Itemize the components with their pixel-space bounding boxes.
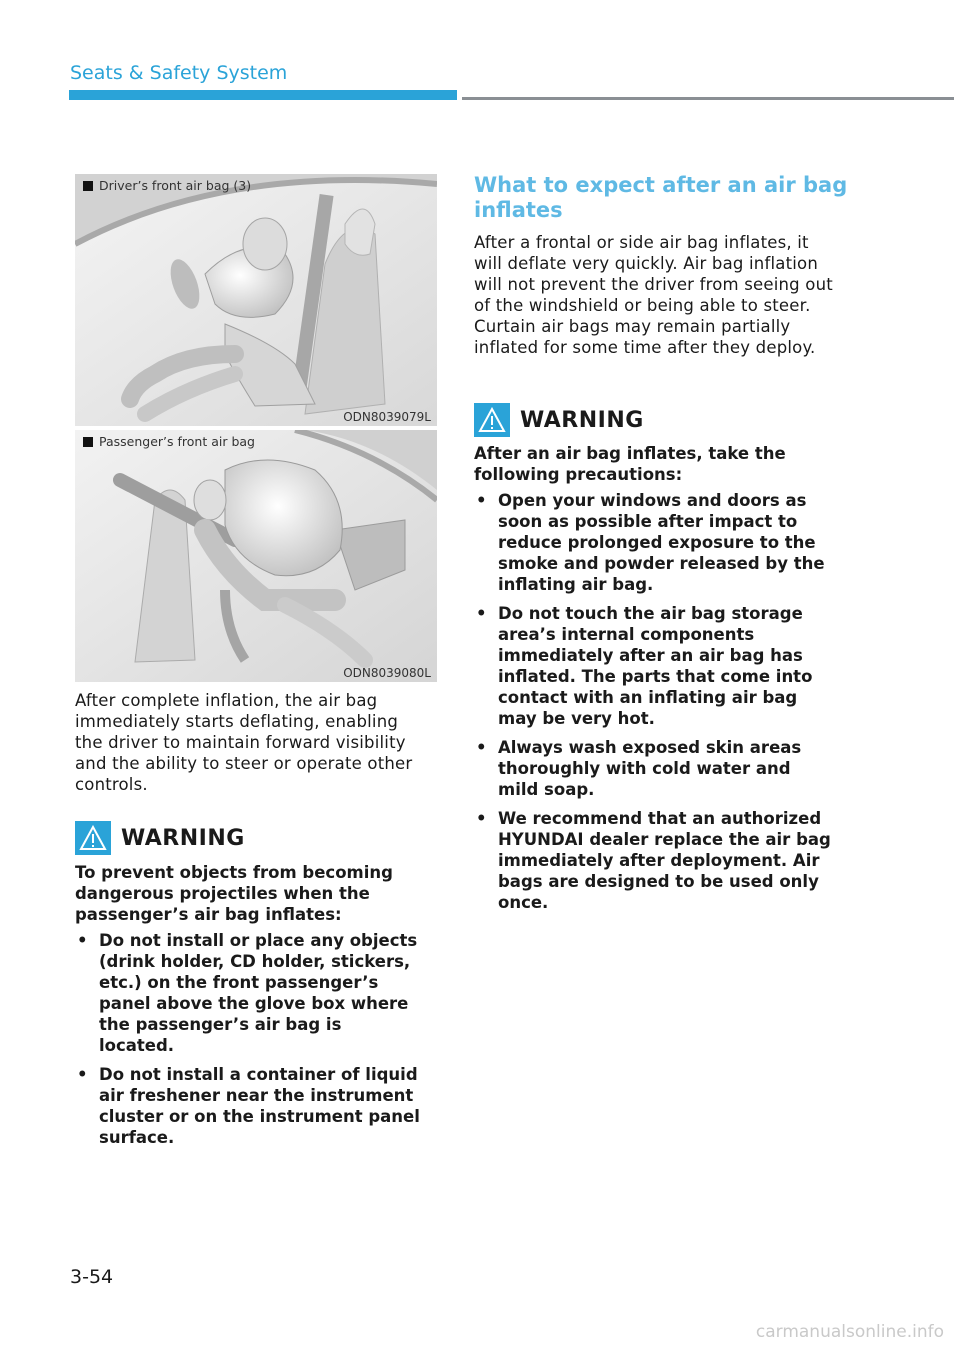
header-accent-bar: [69, 90, 457, 100]
warning-title: WARNING: [520, 407, 644, 433]
watermark: carmanualsonline.info: [755, 1322, 944, 1342]
list-item: • Do not install or place any objects (drink holder, CD holder, stickers, etc.) on the front passenger’s panel above the glove box where the passenger’s air bag is located.: [75, 930, 420, 1056]
left-warning-header: [75, 821, 245, 855]
driver-airbag-figure: [75, 174, 437, 426]
figure-caption: [83, 434, 255, 449]
list-item: • We recommend that an authorized HYUNDAI dealer replace the air bag immediately after deployment. Air bags are designed to be used only once.: [474, 808, 834, 913]
list-item: • Do not touch the air bag storage area’s internal components immediately after an air bag has inflated. The parts that come into contact with an inflating air bag may be very hot.: [474, 603, 834, 729]
warning-title: WARNING: [121, 825, 245, 851]
warning-triangle-icon: [75, 821, 111, 855]
deflation-paragraph: After complete inflation, the air bag immediately starts deflating, enabling the driver to maintain forward visibility and the ability to steer or operate other controls.: [75, 691, 413, 794]
driver-airbag-illustration: [75, 174, 437, 426]
square-bullet-icon: [83, 437, 93, 447]
figure-caption-text: Driver’s front air bag (3): [99, 178, 252, 193]
list-item: • Always wash exposed skin areas thoroughly with cold water and mild soap.: [474, 737, 834, 800]
header-rule: [462, 97, 954, 100]
square-bullet-icon: [83, 181, 93, 191]
figure-code: ODN8039079L: [343, 410, 431, 424]
right-warning-list: [474, 490, 834, 921]
right-warning-header: [474, 403, 644, 437]
section-heading: What to expect after an air bag inflates: [474, 173, 848, 222]
list-item: • Open your windows and doors as soon as possible after impact to reduce prolonged exposure to the smoke and powder released by the inflating air bag.: [474, 490, 834, 595]
list-item: • Do not install a container of liquid air freshener near the instrument cluster or on the instrument panel surface.: [75, 1064, 420, 1148]
warning-triangle-icon: [474, 403, 510, 437]
deflate-paragraph: After a frontal or side air bag inflates, it will deflate very quickly. Air bag inflation will not prevent the driver from seeing out of the windshield or being able to steer. Curtain air bags may remain partially inflated for some time after they deploy.: [474, 233, 833, 357]
left-warning-lead: To prevent objects from becoming dangerous projectiles when the passenger’s air bag inflates:: [75, 863, 393, 924]
passenger-airbag-figure: [75, 430, 437, 682]
passenger-airbag-illustration: [75, 430, 437, 682]
page-number: 3-54: [70, 1266, 114, 1288]
figure-caption-text: Passenger’s front air bag: [99, 434, 255, 449]
figure-code: ODN8039080L: [343, 666, 431, 680]
section-title: Seats & Safety System: [70, 62, 288, 84]
right-warning-lead: After an air bag inflates, take the following precautions:: [474, 444, 786, 484]
figure-caption: [83, 178, 251, 193]
left-warning-list: [75, 930, 420, 1156]
